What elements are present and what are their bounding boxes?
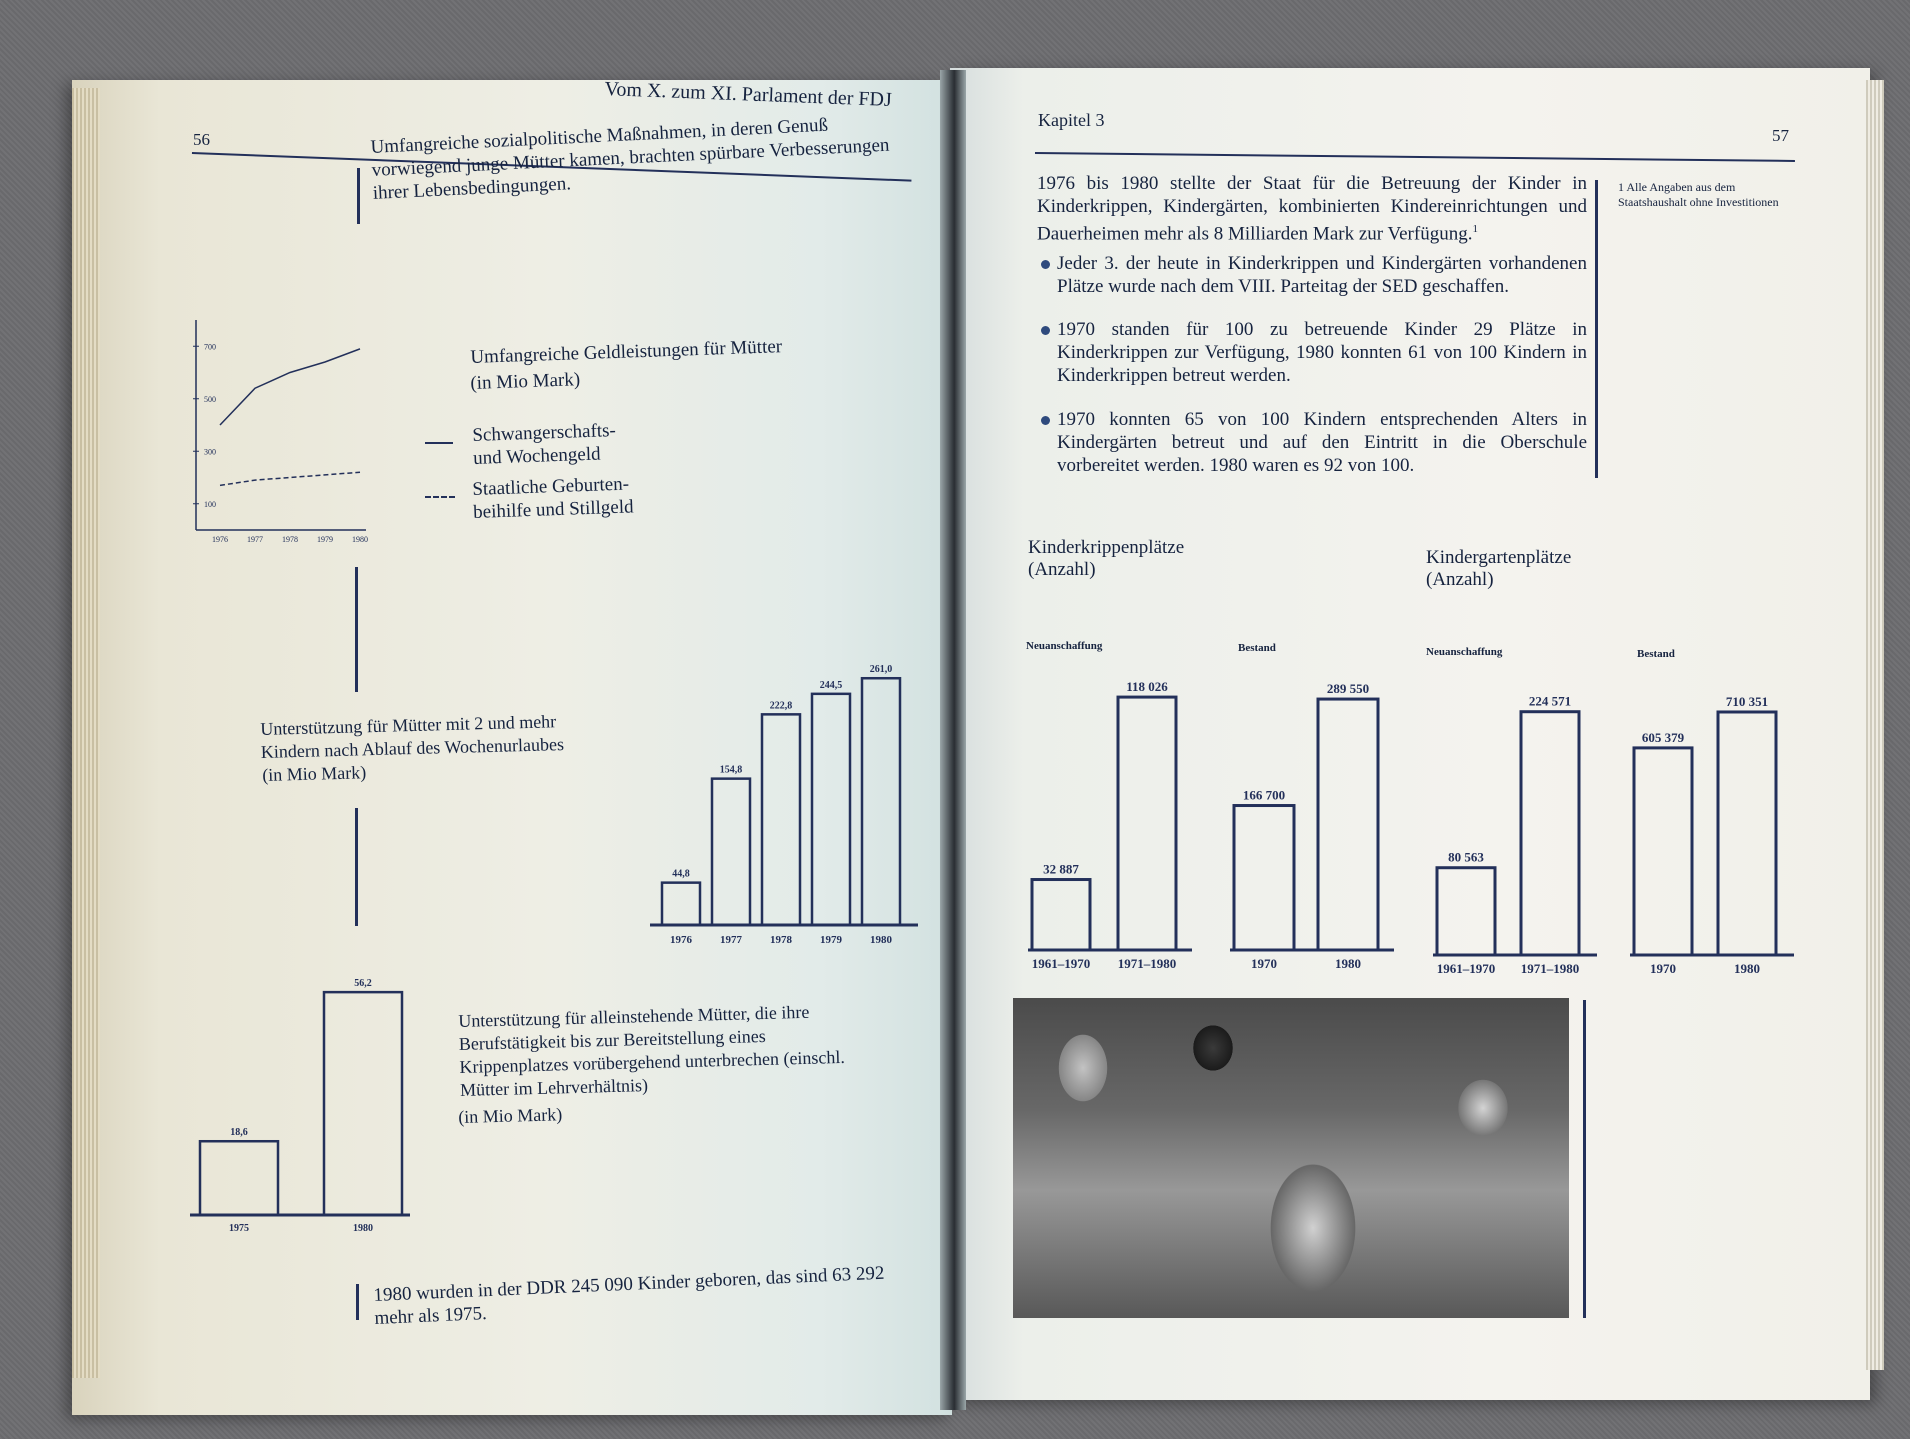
right-footnote: 1 Alle Angaben aus dem Staatshaushalt ohne Investitionen xyxy=(1618,180,1779,209)
krippen-neu-category-label: 1961–1970 xyxy=(1031,956,1091,970)
krippen-group2-label: Bestand xyxy=(1238,642,1276,654)
bar2-value-label: 18,6 xyxy=(230,1127,248,1139)
bar1-value-label: 154,8 xyxy=(719,764,743,776)
right-page-edges xyxy=(1866,80,1884,1370)
bar2-category-label: 1975 xyxy=(229,1223,249,1234)
right-intro-body: 1976 bis 1980 stellte der Staat für die Betreuung der Kinder in Kinderkrippen, Kindergärten, kombinierten Kindereinrichtungen und Dauerheimen mehr als 8 Milliarden Mark zur Verfügung. xyxy=(1037,173,1587,245)
garten-bestand-category-label: 1970 xyxy=(1650,961,1676,975)
line-chart-x-tick-label: 1976 xyxy=(212,535,228,544)
footer-bar xyxy=(356,1284,359,1320)
garten-neu-value-label: 224 571 xyxy=(1528,693,1572,709)
krippen-bestand-value-label: 289 550 xyxy=(1326,681,1370,697)
krippen-bestand-chart xyxy=(1222,650,1402,970)
right-intro-footnote-mark: 1 xyxy=(1472,223,1478,235)
left-footer-text: 1980 wurden in der DDR 245 090 Kinder geboren, das sind 63 292 mehr als 1975. xyxy=(373,1262,885,1329)
krippen-unit: (Anzahl) xyxy=(1028,559,1096,580)
garten-bestand-value-label: 710 351 xyxy=(1725,693,1769,709)
bar1-bar xyxy=(712,779,750,925)
garten-unit: (Anzahl) xyxy=(1426,569,1494,590)
bar1-category-label: 1976 xyxy=(670,934,692,946)
photo-children-playing xyxy=(1013,998,1569,1318)
bar1-category-label: 1977 xyxy=(720,934,742,946)
bar2-value-label: 56,2 xyxy=(354,978,372,990)
right-intro-text xyxy=(1037,172,1587,245)
krippen-bestand-bar xyxy=(1318,699,1378,950)
line-series-wochengeld xyxy=(220,349,360,425)
margin-rule xyxy=(1595,180,1598,478)
intro-bar xyxy=(357,168,360,224)
bar1-category-label: 1979 xyxy=(820,934,842,946)
garten-bestand-bar xyxy=(1718,712,1776,955)
book-spine xyxy=(940,70,966,1410)
divider-bar-2 xyxy=(355,808,358,926)
bar1-bar xyxy=(662,883,700,925)
garten-title: Kindergartenplätze xyxy=(1426,547,1572,568)
krippen-bestand-value-label: 166 700 xyxy=(1242,787,1286,803)
line-chart-unit: (in Mio Mark) xyxy=(470,369,581,394)
line-chart-y-tick-label: 500 xyxy=(204,394,216,404)
left-page-number: 56 xyxy=(193,130,210,149)
bar1-value-label: 222,8 xyxy=(769,700,793,712)
garten-group2-label: Bestand xyxy=(1637,648,1675,660)
bar1-category-label: 1980 xyxy=(870,934,892,946)
left-intro-text: Umfangreiche sozialpolitische Maßnahmen, in deren Genuß vorwiegend junge Mütter kamen, brachten spürbare Verbesserungen ihrer Lebensbedingungen. xyxy=(370,114,890,204)
garten-bestand-value-label: 605 379 xyxy=(1641,729,1685,745)
krippen-group1-label: Neuanschaffung xyxy=(1026,640,1103,652)
bar-chart-2-unit: (in Mio Mark) xyxy=(458,1104,563,1127)
krippen-bestand-bar xyxy=(1234,806,1294,950)
bar-chart-2-title: Unterstützung für alleinstehende Mütter, die ihre Berufstätigkeit bis zur Bereitstellung eines Krippenplatzes vorübergehend unterbrechen (einschl. Mütter im Lehrverhältnis) xyxy=(458,1001,846,1100)
bar1-bar xyxy=(862,678,900,925)
bullet-3: 1970 konnten 65 von 100 Kindern entsprechenden Alters in Kindergärten betreut und auf den Eintritt in die Oberschule vorbereitet werden. 1980 waren es 92 von 100. xyxy=(1057,409,1587,476)
line-chart-y-tick-label: 300 xyxy=(204,447,216,457)
bullet-1: Jeder 3. der heute in Kinderkrippen und Kindergärten vorhandenen Plätze wurde nach dem VIII. Parteitag der SED geschaffen. xyxy=(1057,253,1587,297)
garten-neu-category-label: 1971–1980 xyxy=(1520,961,1580,975)
krippen-bestand-category-label: 1980 xyxy=(1335,956,1361,970)
krippen-title: Kinderkrippenplätze xyxy=(1028,537,1185,558)
bar2-bar xyxy=(200,1141,278,1215)
krippen-neu-category-label: 1971–1980 xyxy=(1117,956,1177,970)
krippen-neu-bar xyxy=(1032,880,1090,950)
line-chart-x-tick-label: 1977 xyxy=(247,535,263,544)
bar-chart-2 xyxy=(190,955,420,1235)
krippen-bestand-category-label: 1970 xyxy=(1251,956,1277,970)
line-chart-title: Umfangreiche Geldleistungen für Mütter xyxy=(470,336,783,368)
garten-neu-chart xyxy=(1425,655,1605,975)
garten-neu-bar xyxy=(1521,712,1579,955)
photo-side-rule xyxy=(1583,1000,1586,1318)
garten-group1-label: Neuanschaffung xyxy=(1426,646,1503,658)
bar1-value-label: 244,5 xyxy=(819,679,843,691)
garten-neu-bar xyxy=(1437,868,1495,955)
bar1-value-label: 44,8 xyxy=(672,868,690,880)
bar2-category-label: 1980 xyxy=(353,1223,373,1234)
line-chart xyxy=(190,310,370,550)
garten-neu-value-label: 80 563 xyxy=(1448,849,1484,865)
krippen-neu-bar xyxy=(1118,697,1176,950)
line-chart-x-tick-label: 1979 xyxy=(317,535,333,544)
right-page-number: 57 xyxy=(1772,126,1789,145)
garten-neu-category-label: 1961–1970 xyxy=(1436,961,1496,975)
bar-chart-1-title: Unterstützung für Mütter mit 2 und mehr Kindern nach Ablauf des Wochenurlaubes xyxy=(260,711,565,762)
line-chart-x-tick-label: 1978 xyxy=(282,535,298,544)
bar1-value-label: 261,0 xyxy=(869,664,893,676)
right-running-head: Kapitel 3 xyxy=(1038,110,1105,130)
bar2-bar xyxy=(324,992,402,1215)
krippen-neu-value-label: 118 026 xyxy=(1126,679,1168,695)
bar1-category-label: 1978 xyxy=(770,934,792,946)
legend-solid-label: Schwangerschafts- und Wochengeld xyxy=(472,419,617,469)
garten-bestand-chart xyxy=(1622,655,1802,975)
line-chart-y-tick-label: 100 xyxy=(204,499,216,509)
left-page-edges xyxy=(72,88,100,1378)
garten-bestand-category-label: 1980 xyxy=(1734,961,1760,975)
krippen-neu-value-label: 32 887 xyxy=(1043,861,1079,877)
krippen-neu-chart xyxy=(1020,650,1200,970)
line-chart-x-tick-label: 1980 xyxy=(352,535,368,544)
line-series-geburtenbeihilfe xyxy=(220,472,360,485)
bullet-2: 1970 standen für 100 zu betreuende Kinder 29 Plätze in Kinderkrippen zur Verfügung, 1980 konnten 61 von 100 Kindern in Kinderkrippen betreut werden. xyxy=(1057,319,1587,386)
legend-solid-swatch xyxy=(425,442,453,444)
divider-bar-1 xyxy=(355,567,358,692)
bar-chart-1-unit: (in Mio Mark) xyxy=(262,762,367,785)
legend-dashed-label: Staatliche Geburten- beihilfe und Stillgeld xyxy=(472,473,634,523)
left-running-head: Vom X. zum XI. Parlament der FDJ xyxy=(604,78,893,112)
line-chart-y-tick-label: 700 xyxy=(204,342,216,352)
legend-dashed-swatch xyxy=(425,496,455,498)
garten-bestand-bar xyxy=(1634,748,1692,955)
bar1-bar xyxy=(762,714,800,925)
bar-chart-1 xyxy=(650,615,920,955)
bar1-bar xyxy=(812,694,850,925)
